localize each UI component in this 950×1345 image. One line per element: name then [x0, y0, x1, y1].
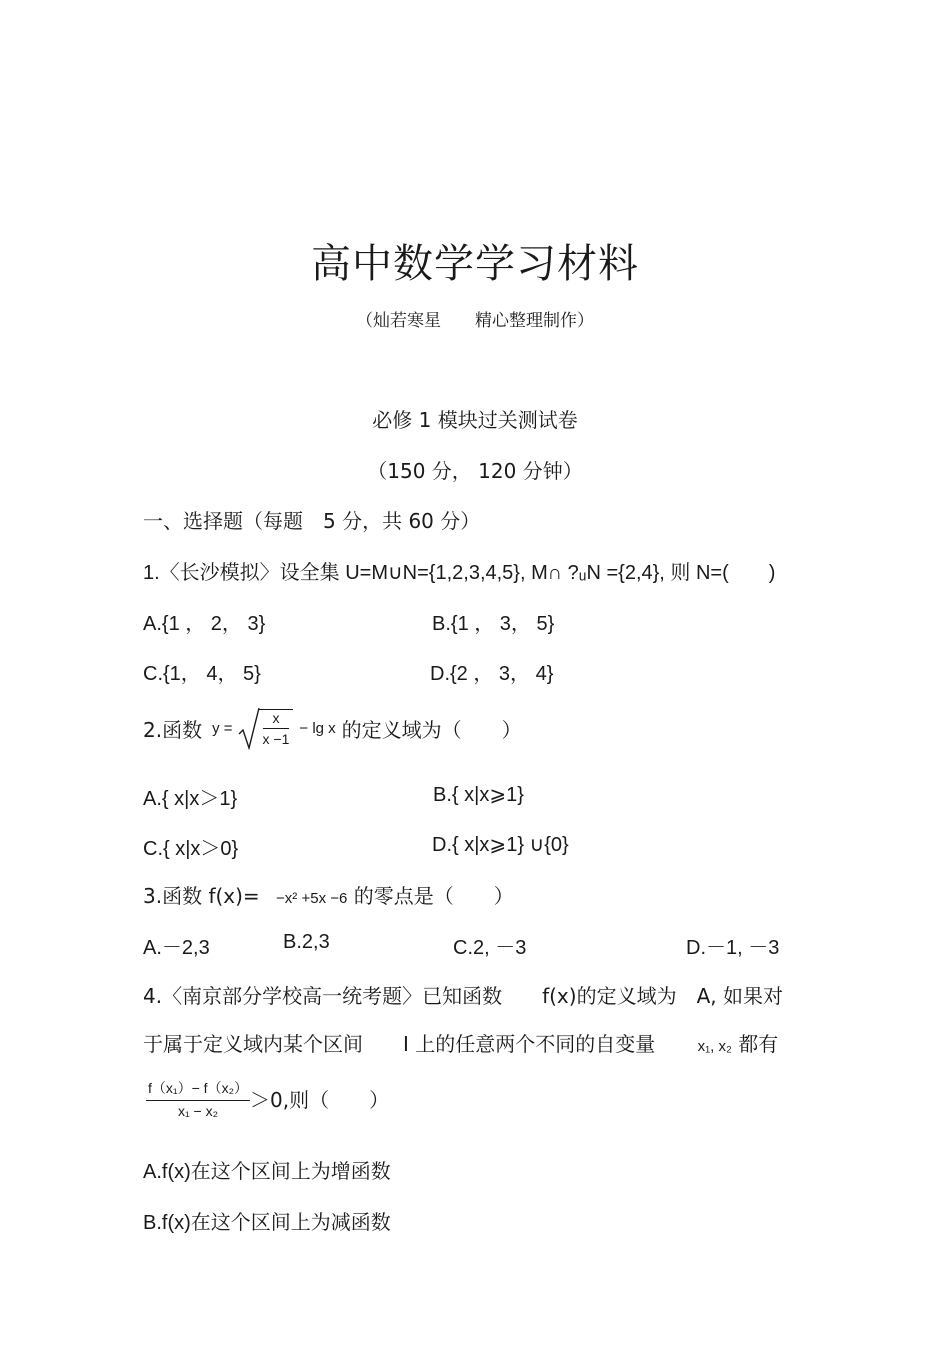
q4-option-a: A.f(x)在这个区间上为增函数 [143, 1161, 391, 1183]
q4-line2-text: 于属于定义域内某个区间 I 上的任意两个不同的自变量 [143, 1032, 656, 1056]
q4-line2 [143, 1028, 778, 1057]
q3-suffix: 的零点是（ ） [353, 884, 514, 908]
q3-expression: −x² +5x −6 [276, 890, 348, 907]
q3-option-a: A.－2,3 [143, 937, 210, 959]
q4-fraction [146, 1078, 250, 1119]
q2-suffix: 的定义域为（ ） [341, 717, 522, 742]
q2-option-a: A.{ x|x＞1} [143, 788, 238, 810]
q4-vars: x₁, x₂ [697, 1038, 732, 1055]
q4-line1: 4.〈南京部分学校高一统考题〉已知函数 f(x)的定义域为 A, 如果对 [143, 984, 783, 1008]
q3-option-b: B.2,3 [283, 931, 330, 953]
q4-line3 [146, 1078, 389, 1119]
q4-denominator: x₁ − x₂ [177, 1103, 219, 1119]
q4-line2-end: 都有 [738, 1032, 779, 1056]
q1-option-a: A.{1 ， 2， 3} [143, 613, 266, 635]
q3-stem [143, 880, 514, 909]
q2-numerator: x [263, 710, 290, 729]
q2-lg: − lg x [299, 719, 336, 737]
exam-meta: （150 分， 120 分钟） [367, 459, 583, 483]
sqrt-sign-icon [237, 706, 261, 750]
q4-option-b: B.f(x)在这个区间上为减函数 [143, 1212, 391, 1234]
q2-option-d: D.{ x|x⩾1} ∪{0} [432, 834, 569, 856]
exam-name: 必修 1 模块过关测试卷 [372, 408, 578, 432]
q2-stem [143, 705, 522, 751]
page-title: 高中数学学习材料 [311, 241, 639, 287]
q1-stem: 1.〈长沙模拟〉设全集 U=M∪N={1,2,3,4,5}, M∩ ?ᵤN ={2,4}, 则 N=( ) [143, 562, 776, 584]
q2-fraction [259, 709, 294, 747]
q2-prefix: 2.函数 [143, 717, 203, 742]
q2-option-c: C.{ x|x＞0} [143, 838, 239, 860]
q3-option-c: C.2, －3 [453, 937, 527, 959]
q4-numerator: f（x₁）− f（x₂） [146, 1078, 250, 1101]
q2-y: y = [212, 719, 233, 737]
q4-line3-text: ＞0,则（ ） [250, 1088, 390, 1112]
q3-option-d: D.－1, －3 [686, 937, 780, 959]
section-heading: 一、选择题（每题 5 分，共 60 分） [143, 509, 481, 533]
q1-option-c: C.{1， 4， 5} [143, 663, 261, 685]
q1-option-d: D.{2 ， 3， 4} [430, 663, 554, 685]
q2-denominator: x −1 [262, 731, 290, 747]
q2-option-b: B.{ x|x⩾1} [433, 784, 524, 806]
q1-option-b: B.{1 ， 3， 5} [432, 613, 555, 635]
q3-prefix: 3.函数 f(x)= [143, 884, 260, 908]
page-subtitle: （灿若寒星 精心整理制作） [356, 311, 594, 331]
